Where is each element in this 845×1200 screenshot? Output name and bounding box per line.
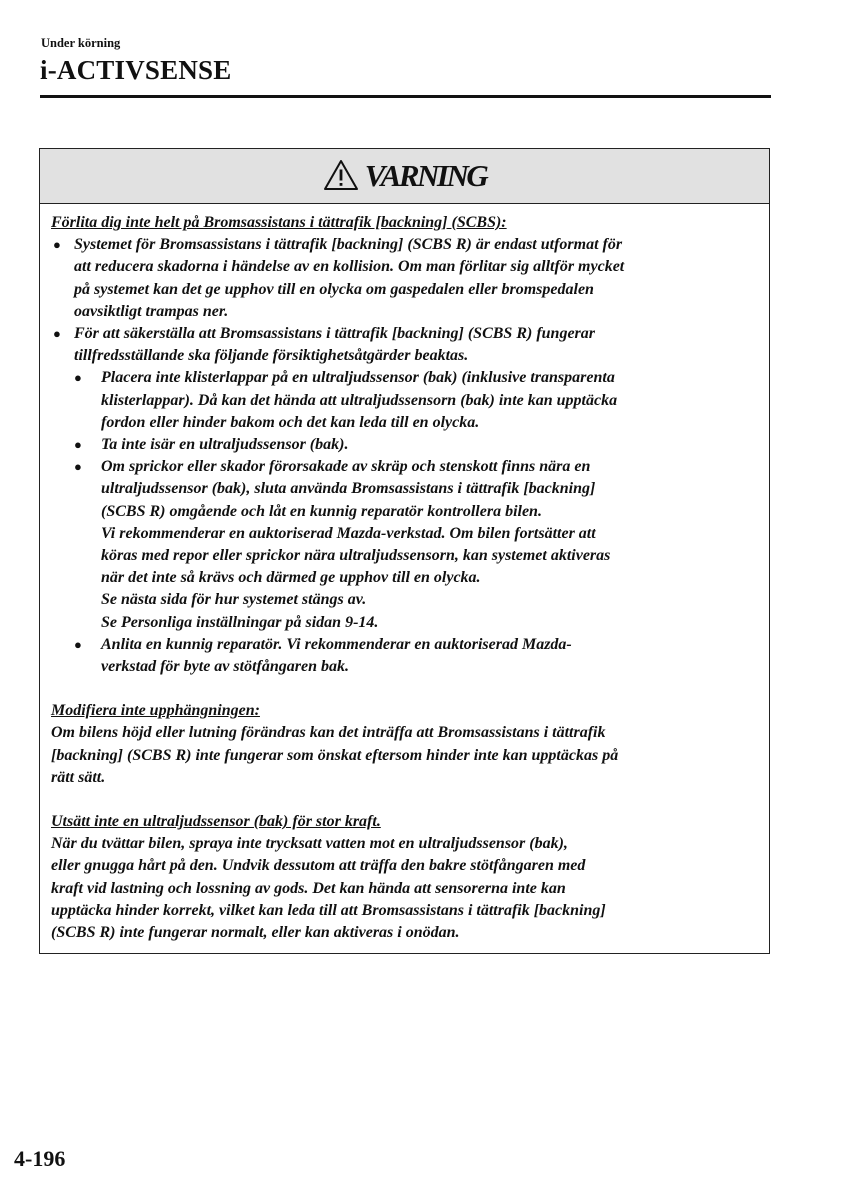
sub-list-item [51,367,757,434]
bullet-icon: ● [74,636,82,652]
paragraph-suspension: Om bilens höjd eller lutning förändras kan det inträffa att Bromsassistans i tättrafik [backning] (SCBS R) inte fungerar som önskat eftersom hinder inte kan upptäckas på rätt sätt. [51,724,619,786]
list-item [51,234,757,323]
paragraph-force: När du tvättar bilen, spraya inte trycksatt vatten mot en ultraljudssensor (bak), eller gnugga hårt på den. Undvik dessutom att träffa den bakre stötfångaren med kraft vid lastning och lossning av gods. Det kan hända att sensorerna inte kan upptäcka hinder korrekt, vilket kan leda till att Bromsassistans i tättrafik [backning] (SCBS R) inte fungerar normalt, eller kan aktiveras i onödan. [51,835,606,942]
heading-suspension: Modifiera inte upphängningen: [51,702,260,720]
sub-list-item-text: Ta inte isär en ultraljudssensor (bak). [101,436,349,454]
heading-force: Utsätt inte en ultraljudssensor (bak) för stor kraft. [51,813,381,831]
warning-header [40,149,769,204]
list-item-text: För att säkerställa att Bromsassistans i tättrafik [backning] (SCBS R) fungerar tillfredsställande ska följande försiktighetsåtgärder beaktas. [74,325,595,365]
warning-box [39,148,770,954]
bullet-icon: ● [53,326,61,342]
page-title: i-ACTIVSENSE [40,55,232,85]
warning-body [40,204,769,944]
sub-list-item-text: Anlita en kunnig reparatör. Vi rekommenderar en auktoriserad Mazda- verkstad för byte av stötfångaren bak. [101,635,572,676]
page-number: 4-196 [14,1146,66,1171]
heading-rely: Förlita dig inte helt på Bromsassistans i tättrafik [backning] (SCBS): [51,214,507,231]
sub-list-item-text: Om sprickor eller skador förorsakade av skräp och stenskott finns nära en ultraljudssensor (bak), sluta använda Bromsassistans i tättrafik [backning] (SCBS R) omgående och låt en kunnig reparatör kontrollera bilen. Vi rekommenderar en auktoriserad Mazda-verkstad. Om bilen fortsätter att köras med repor eller sprickor nära ultraljudssensorn, kan systemet aktiveras när det inte så krävs och därmed ge upphov till en olycka. Se nästa sida för hur systemet stängs av. Se Personliga inställningar på sidan 9-14. [101,458,611,631]
bullet-icon: ● [53,237,61,253]
bullet-icon: ● [74,459,82,475]
sub-list-item [51,434,757,456]
list-item-text: Systemet för Bromsassistans i tättrafik [backning] (SCBS R) är endast utformat för att reducera skadorna i händelse av en kollision. Om man förlitar sig alltför mycket på systemet kan det ge upphov till en olycka om gaspedalen eller bromspedalen oavsiktligt trampas ner. [74,236,625,320]
bullet-icon: ● [74,437,82,453]
sub-list-item [51,456,757,634]
list-item [51,323,757,367]
warning-title: VARNING [364,158,487,193]
title-divider [40,95,771,98]
bullet-icon: ● [74,370,82,386]
warning-triangle-icon [323,159,359,191]
sub-list-item-text: Placera inte klisterlappar på en ultraljudssensor (bak) (inklusive transparenta klisterlappar). Då kan det hända att ultraljudssensorn (bak) inte kan upptäcka fordon eller hinder bakom och det kan leda till en olycka. [101,369,618,431]
sub-list-item [51,634,757,678]
section-label: Under körning [41,36,121,50]
